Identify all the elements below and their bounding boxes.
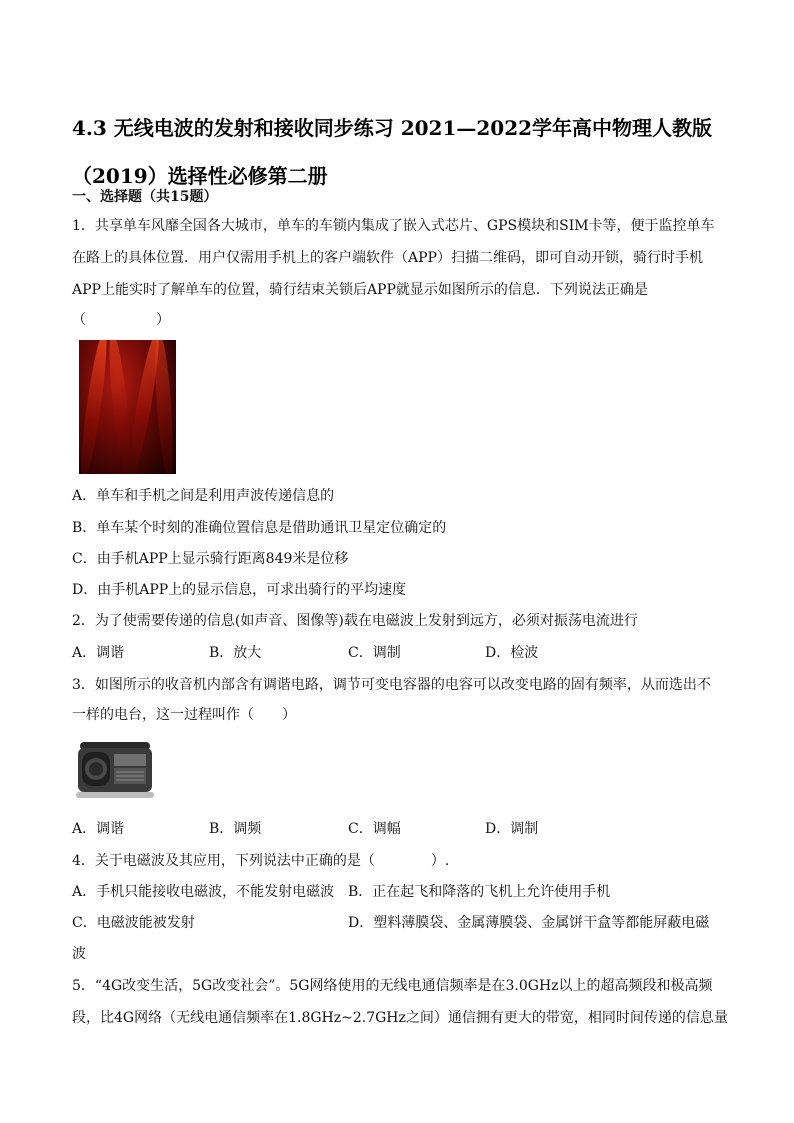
- section-heading: 一、选择题（共15题）: [72, 189, 218, 205]
- q1-option-b: B．单车某个时刻的准确位置信息是借助通讯卫星定位确定的: [72, 520, 447, 536]
- q2-option-b: B．放大: [209, 645, 262, 661]
- q1-option-d: D．由手机APP上的显示信息，可求出骑行的平均速度: [72, 582, 407, 598]
- q1-stem-line-2: 在路上的具体位置．用户仅需用手机上的客户端软件（APP）扫描二维码，即可自动开锁，骑行时手机: [72, 250, 703, 266]
- q1-stem-line-1: 1．共享单车风靡全国各大城市，单车的车锁内集成了嵌入式芯片、GPS模块和SIM卡等，便于监控单车: [72, 218, 715, 234]
- q1-option-a: A．单车和手机之间是利用声波传递信息的: [72, 488, 335, 504]
- q2-option-a: A．调谐: [72, 645, 125, 661]
- q2-option-d: D．检波: [485, 645, 539, 661]
- q1-stem-line-3: APP上能实时了解单车的位置，骑行结束关锁后APP就显示如图所示的信息．下列说法正确是: [72, 282, 648, 298]
- q3-option-d: D．调制: [485, 821, 539, 837]
- q4-option-d-wrap: 波: [72, 946, 86, 962]
- q3-stem-line-2: 一样的电台，这一过程叫作（ ）: [72, 707, 296, 723]
- q4-stem: 4．关于电磁波及其应用，下列说法中正确的是（ ）.: [72, 853, 450, 869]
- q5-stem-line-2: 段，比4G网络（无线电通信频率在1.8GHz~2.7GHz之间）通信拥有更大的带宽，相同时间传递的信息量: [72, 1010, 728, 1026]
- q5-stem-line-1: 5．“4G改变生活，5G改变社会”。5G网络使用的无线电通信频率是在3.0GHz以上的超高频段和极高频: [72, 978, 713, 994]
- page-title: 4.3 无线电波的发射和接收同步练习 2021—2022学年高中物理人教版（2019）选择性必修第二册: [72, 116, 713, 188]
- q4-option-b: B．正在起飞和降落的飞机上允许使用手机: [348, 884, 611, 900]
- q4-option-a: A．手机只能接收电磁波，不能发射电磁波: [72, 884, 335, 900]
- q2-stem: 2．为了使需要传递的信息(如声音、图像等)载在电磁波上发射到远方，必须对振荡电流进行: [72, 613, 638, 629]
- q3-stem-line-1: 3．如图所示的收音机内部含有调谐电路，调节可变电容器的电容可以改变电路的固有频率，从而选出不: [72, 677, 711, 693]
- q4-option-d: D．塑料薄膜袋、金属薄膜袋、金属饼干盒等都能屏蔽电磁: [348, 915, 710, 931]
- q3-option-c: C．调幅: [348, 821, 401, 837]
- q1-option-c: C．由手机APP上显示骑行距离849米是位移: [72, 551, 349, 567]
- q4-option-c: C．电磁波能被发射: [72, 915, 195, 931]
- q3-option-a: A．调谐: [72, 821, 125, 837]
- bike-app-image: [79, 340, 176, 474]
- q2-option-c: C．调制: [348, 645, 401, 661]
- q1-stem-line-4: （ ）: [72, 312, 170, 328]
- radio-image: [74, 738, 154, 800]
- q3-option-b: B．调频: [209, 821, 262, 837]
